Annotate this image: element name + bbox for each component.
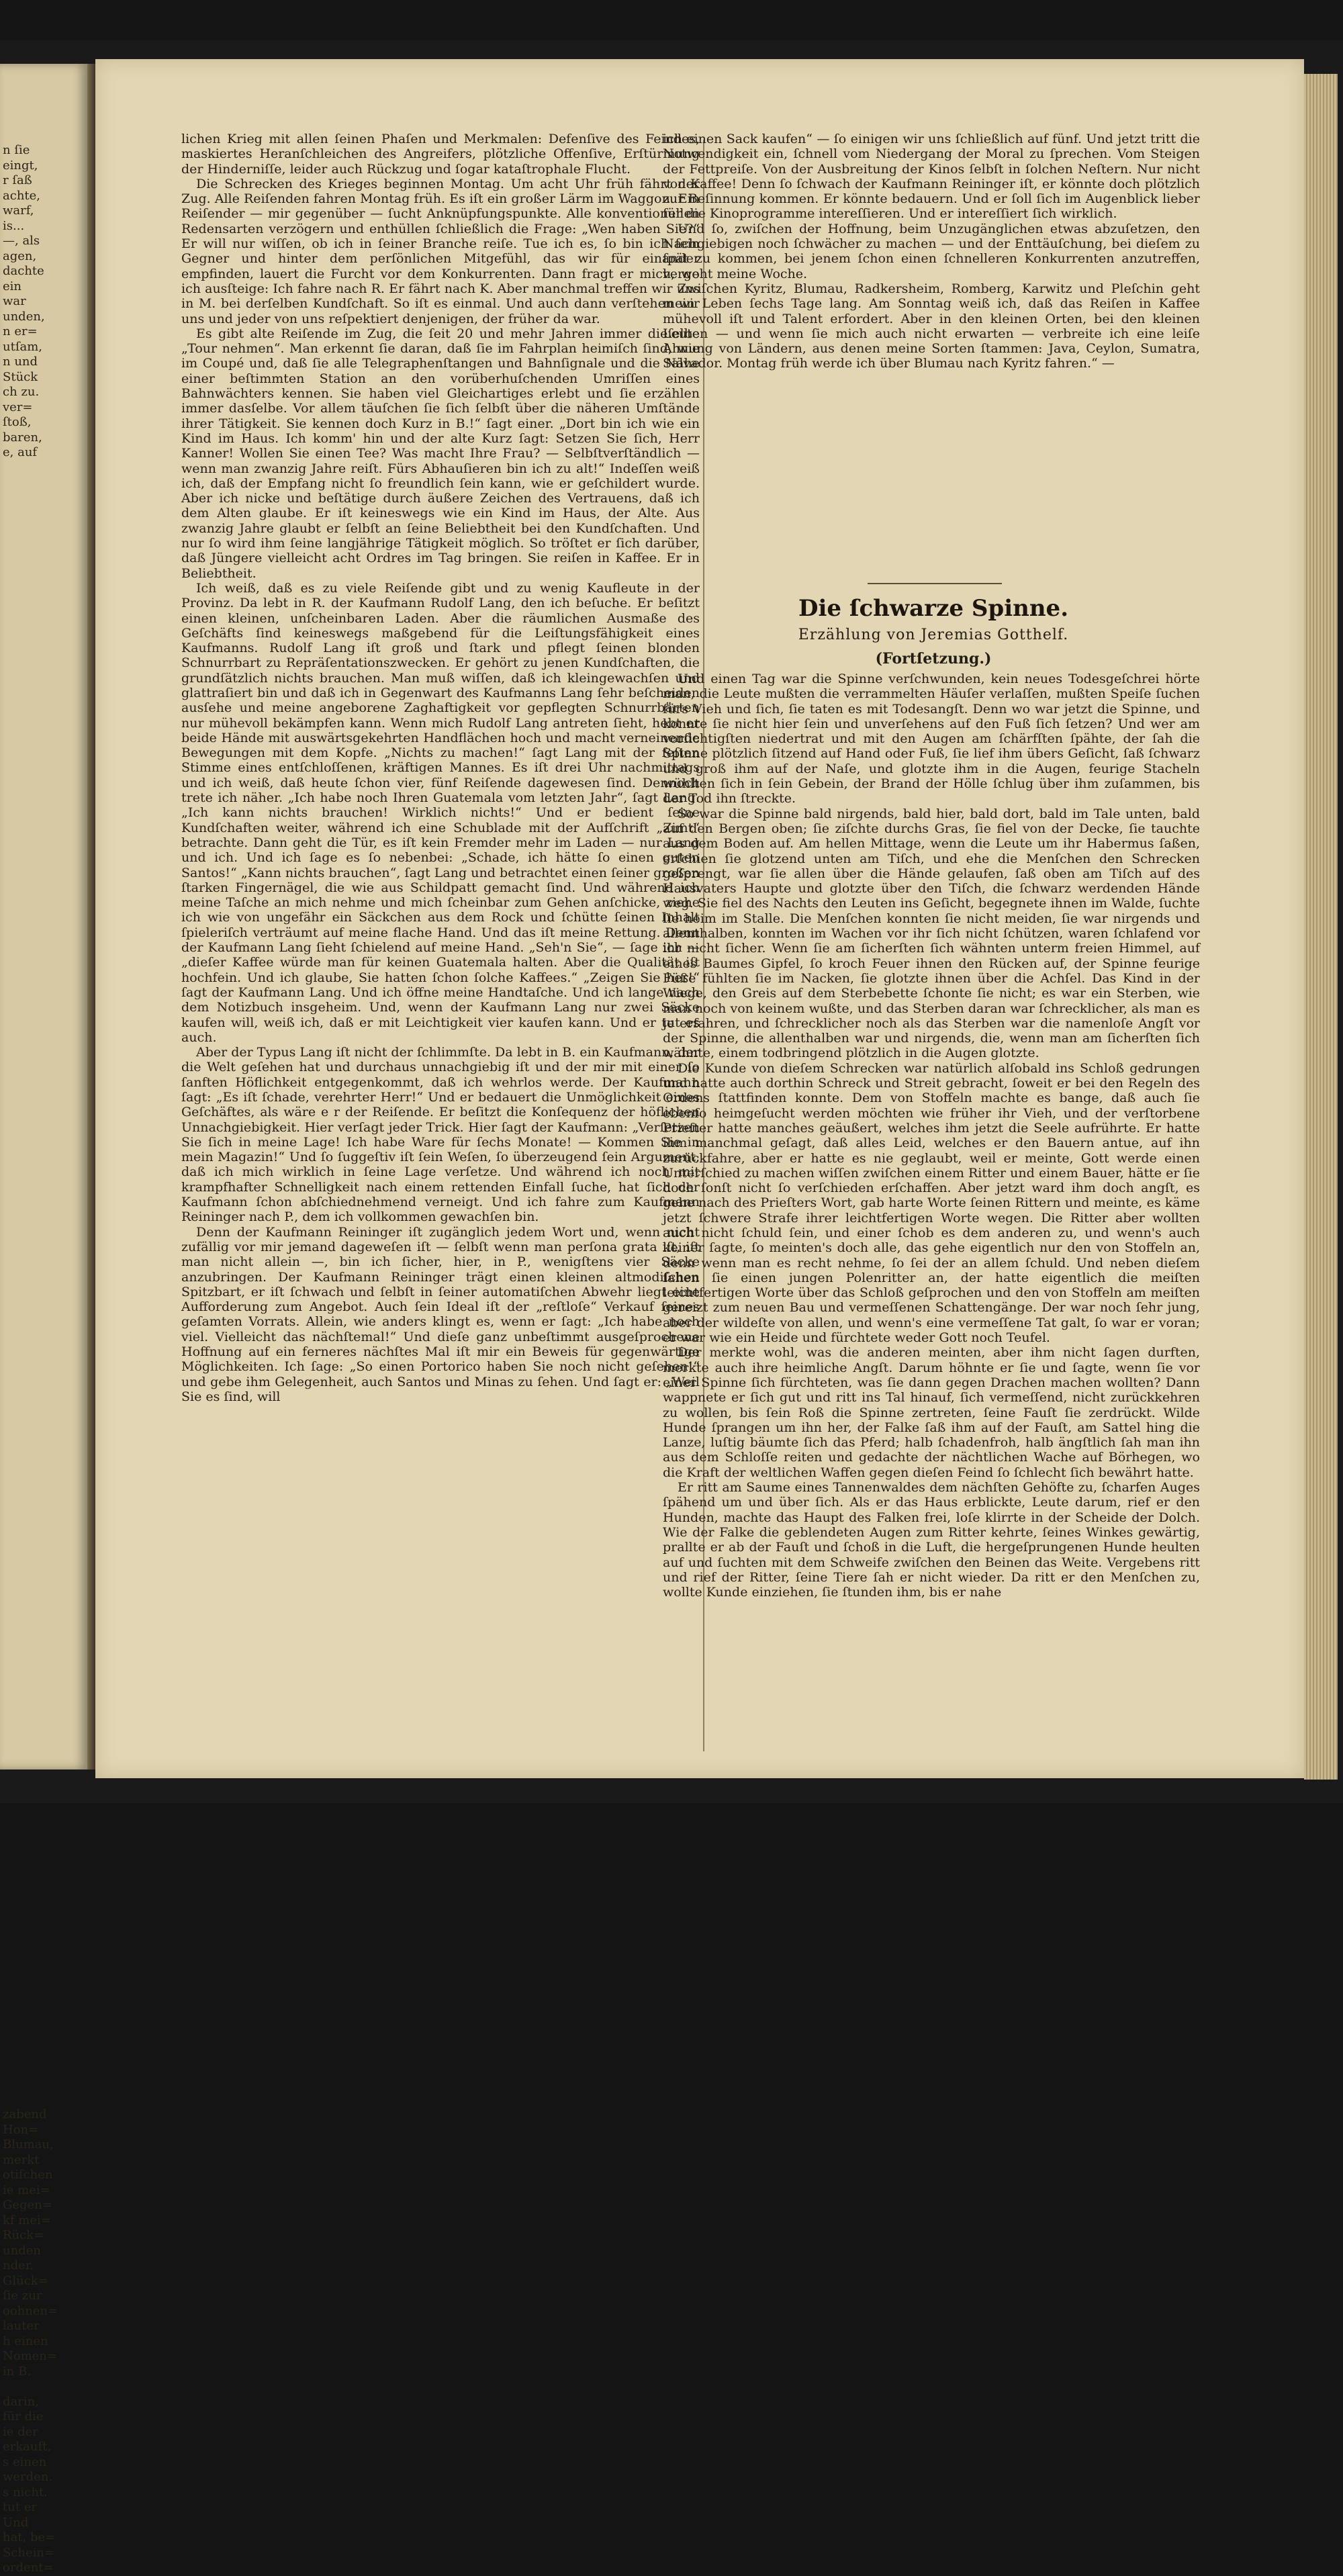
left-fragment-line: n ſie [3,143,30,157]
left-fragment-line [0,1095,87,1111]
left-page-fragment [0,64,87,2575]
left-fragment-line [0,1775,87,1790]
left-fragment-line [0,2047,87,2062]
left-fragment-line [0,1624,87,1639]
left-fragment-line [0,1730,87,1745]
left-fragment-line [0,854,87,869]
left-fragment-line [0,1972,87,1987]
left-fragment-line: s einen [3,2454,47,2469]
left-fragment-line: ordent= [3,2561,54,2575]
left-fragment-line: Rück= [3,2228,44,2242]
left-fragment-line: achte, [3,188,41,203]
left-paragraph: Denn der Kaufmann Reininger iſt zugänglich jedem Wort und, wenn nicht zufällig vor mir jemand dageweſen iſt — ſelbſt wenn man perſona grata iſt, iſt man nicht allein —, bin ich ſicher, hier, in P., wenigſtens vier Säcke anzubringen. Der Kaufmann Reininger trägt einen kleinen altmodiſchen Spitzbart, er iſt ſchwach und ſelbſt in ſeiner automatiſchen Abwehr liegt eine Aufforderung zum Angebot. Auch ſein Ideal iſt der „reſtloſe“ Verkauf ſeines geſamten Vorrats. Allein, wie anders klingt es, wenn er ſagt: „Ich habe noch viel. Vielleicht das nächſtemal!“ Und dieſe ganz unbeſtimmt ausgeſprochene Hoffnung auf ein ferneres nächſtes Mal iſt mir ein Beweis für gegenwärtige Möglichkeiten. Ich ſage: „So einen Portorico haben Sie noch nicht geſehen!“ und gebe ihm Gelegenheit, auch Santos und Minas zu ſehen. Und ſagt er: „Weil Sie es ſind, will [181,1224,700,1404]
left-fragment-line [0,838,87,854]
left-page-text-fragments [0,64,87,2576]
left-fragment-line [0,1609,87,1624]
left-fragment-line [0,1170,87,1186]
left-fragment-line [0,1790,87,1806]
left-fragment-line: Stück [3,369,38,384]
left-fragment-line: unden [3,2243,41,2258]
left-fragment-line [0,1986,87,2002]
left-fragment-line [0,1337,87,1352]
left-fragment-line: n und [3,355,38,369]
left-fragment-line [0,551,87,567]
left-fragment-line [0,1503,87,1518]
left-fragment-line [0,1473,87,1488]
newspaper-page [95,59,1304,1778]
left-fragment-line [0,1080,87,1095]
left-fragment-line: Gegen= [3,2198,52,2212]
left-fragment-line [0,1488,87,1504]
left-fragment-line: Nomen= [3,2349,57,2363]
left-fragment-line [0,1579,87,1594]
left-fragment-line: hat, be= [3,2530,56,2544]
left-fragment-line: Hon= [3,2122,39,2137]
left-fragment-line: merkt [3,2152,40,2167]
left-fragment-line [0,868,87,884]
left-fragment-line [0,642,87,657]
left-fragment-line [0,914,87,929]
left-fragment-line [0,672,87,688]
story-continuation: (Fortſetzung.) [875,650,992,668]
left-fragment-line [0,1125,87,1141]
right-paragraph: ich einen Sack kaufen“ — ſo einigen wir uns ſchließlich auf fünf. Und jetzt tritt die Notwendigkeit ein, ſchnell vom Niedergang der Moral zu ſprechen. Vom Steigen der Fettpreiſe. Von der Ausbreitung der Kinos ſelbſt in ſolchen Neſtern. Nur nicht von Kaffee! Denn ſo ſchwach der Kaufmann Reininger iſt, er könnte doch plötzlich zur Beſinnung kommen. Er könnte bedauern. Und er ſoll ſich im Augenblick lieber für die Kinoprogramme intereſſieren. Und er intereſſiert ſich wirklich. [663,132,1200,222]
left-fragment-line: otiſchen [3,2168,53,2182]
left-fragment-line [0,1428,87,1443]
left-fragment-line [0,1140,87,1156]
left-fragment-line [0,1156,87,1171]
left-fragment-line [0,1518,87,1534]
left-fragment-line: Schein= [3,2545,55,2560]
left-fragment-line [0,1533,87,1549]
left-fragment-line: n er= [3,324,38,338]
left-fragment-line [0,1307,87,1322]
left-fragment-line [0,2032,87,2048]
left-fragment-line [0,823,87,839]
left-fragment-line [0,899,87,914]
left-paragraph: Ich weiß, daß es zu viele Reiſende gibt und zu wenig Kaufleute in der Provinz. Da lebt in R. der Kaufmann Rudolf Lang, den ich beſuche. Er beſitzt einen kleinen, unſcheinbaren Laden. Aber die räumlichen Ausmaße des Geſchäfts ſind keineswegs maßgebend für die Leiſtungsfähigkeit eines Kaufmanns. Rudolf Lang iſt groß und ſtark und pflegt ſeinen blonden Schnurrbart zu Repräſentationszwecken. Er gehört zu jenen Kundſchaften, die grundſätzlich nichts brauchen. Man muß wiſſen, daß ich kleingewachſen und glattraſiert bin und daß ich in Gegenwart des Kaufmanns Lang ſehr beſcheiden ausſehe und meine angeborene Zaghaftigkeit vor gepflegten Schnurrbärten nur mühevoll bekämpfen kann. Wenn mich Rudolf Lang antreten ſieht, hebt er beide Hände mit auswärtsgekehrten Handflächen hoch und macht verneinende Bewegungen mit dem Kopfe. „Nichts zu machen!“ ſagt Lang mit der feſten Stimme eines entſchloſſenen, kräftigen Mannes. Es iſt drei Uhr nachmittags und ich weiß, daß heute ſchon vier, fünf Reiſende dagewesen ſind. Dennoch trete ich näher. „Ich habe noch Ihren Guatemala vom letzten Jahr“, ſagt Lang. „Ich kann nichts brauchen! Wirklich nichts!“ Und er bedient ſeine Kundſchaften weiter, während ich eine Schublade mit der Aufſchrift „Zimt“ betrachte. Dann geht die Tür, es iſt kein Fremder mehr im Laden — nur Lang und ich. Und ich ſage es ſo nebenbei: „Schade, ich hätte ſo einen guten Santos!“ „Kann nichts brauchen“, ſagt Lang und betrachtet einen ſeiner großen ſtarken Fingernägel, die wie aus Schildpatt gemacht ſind. Und während ich meine Taſche an mich nehme und mich ſcheinbar zum Gehen anſchicke, ziehe ich wie von ungefähr ein Säckchen aus dem Rock und ſchütte ſeinen Inhalt ſpieleriſch verträumt auf meine flache Hand. Und das iſt meine Rettung. Denn der Kaufmann Lang ſieht ſchielend auf meine Hand. „Seh'n Sie“, — ſage ich — „dieſer Kaffee würde man für keinen Guatemala halten. Aber die Qualität iſt hochfein. Und ich glaube, Sie hatten ſchon ſolche Kaffees.“ „Zeigen Sie her!“ ſagt der Kaufmann Lang. Und ich öffne meine Handtaſche. Und ich lange nach dem Notizbuch insgeheim. Und, wenn der Kaufmann Lang nur zwei Säcke kaufen will, weiß ich, daß er mit Leichtigkeit vier kaufen kann. Und er tut es auch. [181,580,700,1045]
left-fragment-line: ſtoß, [3,415,32,429]
left-fragment-line [0,1549,87,1564]
left-paragraph: Aber der Typus Lang iſt nicht der ſchlimmſte. Da lebt in B. ein Kaufmann, der die Welt geſehen hat und durchaus unnachgiebig iſt und der mir mit einer ſo ſanften Höflichkeit entgegenkommt, daß ich wehrlos werde. Der Kaufmann ſagt: „Es iſt ſchade, verehrter Herr!“ Und er bedauert die Unmöglichkeit eines Geſchäftes, als wäre e r der Reiſende. Er beſitzt die Konſequenz der höflichen Unnachgiebigkeit. Hier verſagt jeder Trick. Hier ſagt der Kaufmann: „Verſetzen Sie ſich in meine Lage! Ich habe Ware für ſechs Monate! — Kommen Sie in mein Magazin!“ Und ſo ſuggeſtiv iſt ſein Weſen, ſo überzeugend ſein Argument, daß ich mich wirklich in ſeine Lage verſetze. Und während ich noch mit krampfhafter Schnelligkeit nach einem rettenden Einfall ſuche, hat ſich der Kaufmann ſchon abſchiednehmend verneigt. Und ich fahre zum Kaufmann Reininger nach P., dem ich vollkommen gewachſen bin. [181,1045,700,1225]
left-fragment-line: erkauft, [3,2440,52,2454]
left-fragment-line [0,2379,87,2395]
left-fragment-line [0,1397,87,1413]
left-fragment-line: lauter [3,2319,40,2333]
left-fragment-line [0,1835,87,1851]
left-fragment-line: ch zu. [3,385,40,399]
left-fragment-line [0,959,87,974]
story-title: Die ſchwarze Spinne. [798,595,1069,622]
left-fragment-line: h einen [3,2334,48,2348]
left-fragment-line [0,2002,87,2017]
left-fragment-line: für die [3,2409,44,2424]
left-fragment-line: nder. [3,2258,34,2272]
left-fragment-line [0,717,87,733]
left-fragment-line: e, auf [3,445,38,459]
left-paragraph: lichen Krieg mit allen ſeinen Phaſen und Merkmalen: Defenſive des Feindes, maskiertes Heranſchleichen des Angreifers, plötzliche Offenſive, Erſtürmung der Hinderniſſe, leider auch Rückzug und ſogar kataſtrophale Flucht. [181,132,700,177]
left-fragment-line: ſie zur [3,2289,42,2303]
left-fragment-line [0,1110,87,1125]
left-fragment-line [0,1639,87,1655]
left-fragment-line [0,2092,87,2108]
left-fragment-line [0,1216,87,1232]
left-fragment-line [0,1382,87,1397]
left-fragment-line: oohnen= [3,2303,58,2318]
left-fragment-line [0,944,87,960]
story-paragraph: Der merkte wohl, was die anderen meinten, aber ihm nicht ſagen durften, merkte auch ihre heimliche Angſt. Darum höhnte er ſie und ſagte, wenn ſie vor einer Spinne ſich fürchteten, was ſie dann gegen Drachen machen wollten? Dann wappnete er ſich gut und ritt ins Tal hinauf, ſich vermeſſend, nicht zurückkehren zu wollen, bis ſein Roß die Spinne zertreten, ſeine Fauſt ſie zerdrückt. Wilde Hunde ſprangen um ihn her, der Falke ſaß ihm auf der Fauſt, am Sattel hing die Lanze, luſtig bäumte ſich das Pferd; halb ſchadenfroh, halb ängſtlich ſah man ihn aus dem Schloſſe reiten und gedachte der nächtlichen Wache auf Börhegen, wo die Kraft der weltlichen Waffen gegen dieſen Feind ſo ſchlecht ſich bewährt hatte. [663,1345,1200,1480]
left-fragment-line: is... [3,218,25,233]
left-fragment-line: utſam, [3,339,43,354]
left-fragment-line: Glück= [3,2273,48,2288]
left-fragment-line [0,2062,87,2078]
left-fragment-line [0,1019,87,1035]
left-fragment-line [0,536,87,551]
left-fragment-line [0,1700,87,1715]
left-fragment-line [0,1352,87,1367]
left-fragment-line: tut er [3,2500,38,2514]
left-fragment-line: agen, [3,248,37,263]
left-fragment-line: war [3,294,26,308]
left-fragment-line [0,1745,87,1760]
left-fragment-line: warf, [3,203,34,218]
left-fragment-line [0,1005,87,1020]
left-fragment-line [0,1926,87,1941]
left-fragment-line [0,491,87,506]
left-fragment-line [0,989,87,1005]
story-paragraph: Und einen Tag war die Spinne verſchwunden, kein neues Todesgeſchrei hörte man, die Leute mußten die verrammelten Häuſer verlaſſen, mußten Speiſe ſuchen fürs Vieh und ſich, ſie taten es mit Todesangſt. Denn wo war jetzt die Spinne, und konnte ſie nicht hier ſein und unverſehens auf den Fuß ſich ſetzen? Und wer am vorſichtigſten niedertrat und mit den Augen am ſchärfſten ſpähte, der ſah die Spinne plötzlich ſitzend auf Hand oder Fuß, ſie lief ihm übers Geſicht, ſaß ſchwarz und groß ihm auf der Naſe, und glotzte ihm in die Augen, feurige Stacheln wühlten ſich in ſein Gebein, der Brand der Hölle ſchlug über ihm zuſammen, bis der Tod ihn ſtreckte. [663,672,1200,807]
left-fragment-line: Und [3,2515,29,2530]
left-fragment-line: ie mei= [3,2182,50,2197]
left-fragment-line [0,1065,87,1080]
left-fragment-line [0,1594,87,1609]
left-fragment-line [0,582,87,597]
left-fragment-line: Blumau, [3,2137,54,2152]
left-paragraph: Die Schrecken des Krieges beginnen Montag. Um acht Uhr früh fährt der Zug. Alle Reiſenden fahren Montag früh. Es iſt ein großer Lärm im Waggon. Ein Reiſender — mir gegenüber — ſucht Anknüpfungspunkte. Alle konventionellen Redensarten verzögern und enthüllen ſchließlich die Frage: „Wen haben Sie?“ Er will nur wiſſen, ob ich in ſeiner Branche reiſe. Tue ich es, ſo bin ich ſein Gegner und hinter dem perſönlichen Mitgefühl, das wir für einander empfinden, lauert die Furcht vor dem Konkurrenten. Dann fragt er mich, wo ich ausſteige: Ich fahre nach R. Er fährt nach K. Aber manchmal treffen wir uns in M. bei derſelben Kundſchaft. So iſt es einmal. Und auch dann verſtehen wir uns und jeder von uns reſpektiert denjenigen, der früher da war. [181,176,700,326]
left-fragment-line [0,1821,87,1836]
left-column-text [181,132,700,1404]
left-fragment-line: ver= [3,400,33,414]
left-fragment-line [0,1261,87,1277]
left-fragment-line [0,1277,87,1292]
left-fragment-line [0,793,87,809]
left-fragment-line [0,747,87,763]
left-fragment-line [0,1563,87,1579]
left-fragment-line: ie der [3,2424,38,2439]
left-fragment-line [0,657,87,672]
left-fragment-line [0,596,87,612]
story-paragraph: So war die Spinne bald nirgends, bald hier, bald dort, bald im Tale unten, bald auf den Bergen oben; ſie ziſchte durchs Gras, ſie fiel von der Decke, ſie tauchte aus dem Boden auf. Am hellen Mittage, wenn die Leute um ihr Habermus ſaßen, erſchien ſie glotzend unten am Tiſch, und ehe die Menſchen den Schrecken geſprengt, war ſie allen über die Hände gelaufen, ſaß oben am Tiſch auf des Hausvaters Haupte und glotzte über den Tiſch, die ſchwarz werdenden Hände weg. Sie fiel des Nachts den Leuten ins Geſicht, begegnete ihnen im Walde, ſuchte ſie heim im Stalle. Die Menſchen konnten ſie nicht meiden, ſie war nirgends und allenthalben, konnten im Wachen vor ihr ſich nicht ſchützen, waren ſchlafend vor ihr nicht ſicher. Wenn ſie am ſicherſten ſich wähnten unterm freien Himmel, auf eines Baumes Gipfel, ſo kroch Feuer ihnen den Rücken auf, der Spinne feurige Füße fühlten ſie im Nacken, ſie glotzte ihnen über die Achſel. Das Kind in der Wiege, den Greis auf dem Sterbebette ſchonte ſie nicht; es war ein Sterben, wie man noch von keinem wußte, und das Sterben daran war ſchrecklicher, als man es je erfahren, und ſchrecklicher noch als das Sterben war die namenloſe Angſt vor der Spinne, die allenthalben war und nirgends, die, wenn man am ſicherſten ſich wähnte, einem todbringend plötzlich in die Augen glotzte. [663,806,1200,1061]
right-column-top-text [663,132,1200,371]
left-fragment-line: s nicht. [3,2485,48,2499]
left-fragment-line [0,1851,87,1866]
left-fragment-line: darin, [3,2394,39,2409]
left-fragment-line [0,506,87,521]
left-fragment-line: —, als [3,234,40,248]
left-fragment-line: dachte [3,264,44,278]
left-fragment-line [0,475,87,491]
story-text [663,672,1200,1600]
story-paragraph: Er ritt am Saume eines Tannenwaldes dem nächſten Gehöfte zu, ſcharfen Auges ſpähend um und über ſich. Als er das Haus erblickte, Leute darum, rief er den Hunden, machte das Haupt des Falken frei, loſe klirrte in der Scheide der Dolch. Wie der Falke die geblendeten Augen zum Ritter kehrte, ſeines Winkes gewärtig, prallte er ab der Fauſt und ſchoß in die Luft, die hergeſprungenen Hunde heulten auf und ſuchten mit dem Schweife zwiſchen den Beinen das Weite. Vergebens ritt und rief der Ritter, ſeine Tiere ſah er nicht wieder. Da ritt er den Menſchen zu, wollte Kunde einziehen, ſie ſtunden ihm, bis er nahe [663,1480,1200,1600]
left-fragment-line [0,763,87,778]
left-fragment-line [0,1050,87,1065]
left-fragment-line [0,627,87,642]
left-fragment-line: r ſaß [3,173,32,187]
left-fragment-line [0,1714,87,1730]
left-fragment-line: baren, [3,430,42,445]
left-fragment-line [0,929,87,944]
left-fragment-line [0,702,87,718]
left-fragment-line [0,1881,87,1896]
left-fragment-line [0,1367,87,1383]
left-fragment-line: eingt, [3,158,38,173]
left-fragment-line [0,1956,87,1972]
left-fragment-line: ein [3,279,22,293]
left-fragment-line [0,1911,87,1927]
left-fragment-line [0,1442,87,1458]
left-paragraph: Es gibt alte Reiſende im Zug, die ſeit 20 und mehr Jahren immer dieſelbe „Tour nehmen“. Man erkennt ſie daran, daß ſie im Fahrplan heimiſch ſind, wie im Coupé und, daß ſie alle Telegraphenſtangen und Bahnſignale und die Nähe einer beſtimmten Station an den vorüberhuſchenden Umriſſen eines Bahnwächters kennen. Sie haben viel Gleichartiges erlebt und ſie erzählen immer dasſelbe. Vor allem täuſchen ſie ſich ſelbſt über die näheren Umſtände ihrer Tätigkeit. Sie kennen doch Kurz in B.!“ ſagt einer. „Dort bin ich wie ein Kind im Haus. Ich komm' hin und der alte Kurz ſagt: Setzen Sie ſich, Herr Kanner! Wollen Sie einen Tee? Was macht Ihre Frau? — Selbſtverſtändlich — wenn man zwanzig Jahre reiſt. Fürs Abhauſieren bin ich zu alt!“ Indeſſen weiß ich, daß der Empfang nicht ſo freundlich ſein kann, wie er geſchildert wurde. Aber ich nicke und beſtätige durch äußere Zeichen des Vertrauens, daß ich dem Alten glaube. Er iſt keineswegs wie ein Kind im Haus, der Alte. Aus zwanzig Jahre glaubt er ſelbſt an ſeine Beliebtheit bei den Kundſchaften. Und nur ſo wird ihm ſeine langjährige Tätigkeit möglich. So tröſtet er ſich darüber, daß Jüngere vielleicht acht Ordres im Tag bringen. Sie reiſen in Kaffee. Er in Beliebtheit. [181,326,700,581]
left-fragment-line [0,521,87,537]
left-fragment-line [0,1035,87,1050]
left-fragment-line [0,566,87,582]
left-fragment-line [0,1684,87,1700]
left-fragment-line [0,884,87,899]
page-edges [1304,74,1338,1780]
left-fragment-line [0,1322,87,1337]
left-fragment-line [0,1201,87,1216]
left-fragment-line [0,2077,87,2092]
left-fragment-line: in B. [3,2364,32,2379]
right-paragraph: Und ſo, zwiſchen der Hoffnung, beim Unzugänglichen etwas abzuſetzen, den Nachgiebigen noch ſchwächer zu machen — und der Enttäuſchung, bei dieſem zu ſpät zu kommen, bei jenem ſchon einen ſchnelleren Konkurrenten anzutreffen, vergeht meine Woche. [663,221,1200,281]
left-fragment-line [0,1760,87,1776]
left-fragment-line [0,778,87,793]
left-fragment-line [0,1654,87,1669]
left-fragment-line: unden, [3,309,45,324]
left-fragment-line [0,1866,87,1881]
left-fragment-line [0,612,87,627]
left-fragment-line [0,1246,87,1262]
left-fragment-line [0,1412,87,1428]
title-rule [868,583,1002,584]
story-subtitle: Erzählung von Jeremias Gotthelf. [798,627,1069,643]
left-fragment-line [0,687,87,702]
left-fragment-line [0,808,87,823]
left-fragment-line [0,1896,87,1911]
left-fragment-line [0,1805,87,1821]
left-fragment-line: kf mei= [3,2213,51,2227]
left-fragment-line [0,1458,87,1473]
right-paragraph: Zwiſchen Kyritz, Blumau, Radkersheim, Romberg, Karwitz und Pleſchin geht mein Leben ſechs Tage lang. Am Sonntag weiß ich, daß das Reiſen in Kaffee mühevoll iſt und Talent erfordert. Aber in den kleinen Orten, bei den kleinen Leuten — und wenn ſie mich auch nicht erwarten — verbreite ich eine leiſe Ahnung von Ländern, aus denen meine Sorten ſtammen: Java, Ceylon, Sumatra, Salvador. Montag früh werde ich über Blumau nach Kyritz fahren.“ — [663,281,1200,371]
story-paragraph: Die Kunde von dieſem Schrecken war natürlich alſobald ins Schloß gedrungen und hatte auch dorthin Schreck und Streit gebracht, ſoweit er bei den Regeln des Ordens ſtattfinden konnte. Dem von Stoffeln machte es bange, daß auch ſie ebenſo heimgeſucht werden möchten wie früher ihr Vieh, und der verſtorbene Prieſter hatte manches geäußert, welches ihm jetzt die Seele aufrührte. Er hatte ihm manchmal geſagt, daß alles Leid, welches er den Bauern antue, auf ihn zurückfahre, aber er hatte es nie geglaubt, weil er meinte, Gott werde einen Unterſchied zu machen wiſſen zwiſchen einem Ritter und einem Bauer, hätte er ſie doch ſonſt nicht ſo verſchieden erſchaffen. Aber jetzt ward ihm doch angſt, es gehe nach des Prieſters Wort, gab harte Worte ſeinen Rittern und meinte, es käme jetzt ſchwere Strafe ihrer leichtfertigen Worte wegen. Die Ritter aber wollten auch nicht ſchuld ſein, und einer ſchob es dem anderen zu, und wenn's auch keiner ſagte, ſo meinten's doch alle, das gehe eigentlich nur den von Stoffeln an, denn wenn man es recht nehme, ſo ſei der an allem ſchuld. Und neben dieſem ſahen ſie einen jungen Polenritter an, der hatte eigentlich die meiſten leichtfertigen Worte über das Schloß geſprochen und den von Stoffeln am meiſten gereizt zum neuen Bau und vermeſſenen Schattengänge. Der war noch ſehr jung, aber der wildeſte von allen, und wenn's eine vermeſſene Tat galt, ſo war er voran; er war wie ein Heide und fürchtete weder Gott noch Teufel. [663,1060,1200,1346]
left-fragment-line [0,733,87,748]
left-fragment-line: werden. [3,2470,53,2484]
left-fragment-line [0,1941,87,1957]
left-fragment-line [0,1231,87,1246]
left-fragment-line [0,1669,87,1685]
left-fragment-line: zabend [3,2107,47,2121]
left-fragment-line [0,461,87,476]
left-fragment-line [0,974,87,990]
left-fragment-line [0,2017,87,2032]
left-fragment-line [0,1186,87,1201]
left-fragment-line [0,1291,87,1307]
book-gutter [87,64,95,1769]
